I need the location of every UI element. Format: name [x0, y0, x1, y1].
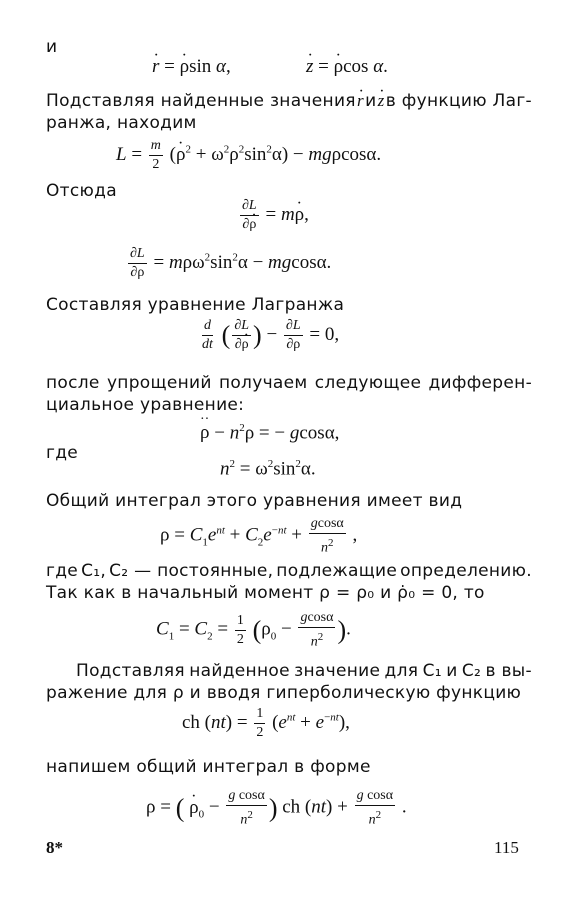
text-line: ранжа, находим	[46, 113, 197, 133]
text-part: и	[365, 91, 377, 111]
text-composing: Составляя уравнение Лагранжа	[46, 295, 345, 315]
text-and: и	[46, 37, 58, 57]
equation-dl-drhodot: $\frac{\partial L}{\partial\rho}$ · = mρ ·,	[238, 198, 309, 233]
equation-final: ρ = ( $\rho \cdot_0$ − $\frac{\text{g cosα}}{n^2}$ ) ch (nt) + $\frac{\text{g cosα}}{n^2}$ .	[146, 788, 407, 829]
text-line: циальное уравнение:	[46, 395, 245, 415]
paragraph-substituting: Подставляя найденные значения r · и z · в функцию Лаг- ранжа, находим	[46, 90, 532, 134]
equation-differential: ρ ·· − $n^2\rho$ = − gcosα,	[200, 422, 339, 444]
paragraph-after-simplification: после упрощений получаем следующее дифферен- циальное уравнение:	[46, 373, 532, 415]
equation-n-squared: $n^2 = \omega^2\sin^2\alpha$.	[220, 458, 316, 480]
text-part: в функцию Лаг-	[385, 91, 532, 111]
equation-general-solution: $\rho = C_1e^{nt} + C_2e^{-nt}$ + $\frac{gcos\alpha}{n^2}$ ,	[160, 516, 358, 556]
text-we-write: напишем общий интеграл в форме	[46, 757, 371, 777]
equation-dl-drho: $\frac{\partial L}{\partial\rho}$ = $m\rho\omega^2\sin^2\alpha - mgcos\alpha$.	[130, 246, 332, 280]
equation-cosh: ch (nt) = $\frac{1}{2}$ $(e^{nt} + e^{-nt})$,	[182, 706, 350, 740]
text-line: Так как в начальный момент ρ = ρ₀ и ρ̇₀ = 0, то	[46, 583, 485, 603]
text-general-integral: Общий интеграл этого уравнения имеет вид	[46, 491, 463, 511]
text-hence: Отсюда	[46, 181, 117, 201]
signature-mark: 8*	[46, 838, 63, 857]
paragraph-constants: где C₁, C₂ — постоянные, подлежащие определению. Так как в начальный момент ρ = ρ₀ и ρ̇₀ = 0, то	[46, 561, 532, 603]
text-where: где	[46, 443, 79, 463]
equation-r-dot: r · = ρ ·sin α,	[152, 56, 231, 78]
equation-euler-lagrange: $\frac{d}{dt}$ ( $\frac{\partial L}{\partial\rho}$ · ) − $\frac{\partial L}{\partial\rho}$ = 0,	[198, 318, 339, 353]
equation-lagrangian: L = $\frac{m}{2}$ $(\rho \cdot^2 + \omega^2\rho^2\sin^2\alpha) - mg\rho\cos\alpha$.	[116, 138, 381, 173]
text-line: ражение для ρ и вводя гиперболическую функцию	[46, 683, 522, 703]
paragraph-substituting-constants: Подставляя найденное значение для C₁ и C₂ в вы- ражение для ρ и вводя гиперболическую функцию	[46, 661, 532, 703]
page-number: 115	[494, 838, 519, 857]
equation-z-dot: z · = ρ ·cos α.	[306, 56, 388, 78]
text-part: Подставляя найденные значения	[46, 91, 356, 111]
equation-constants: $C_1 = C_2$ = $\frac{1}{2}$ ($\rho_0$ − $\frac{gcos\alpha}{n^2}$ ).	[156, 610, 351, 650]
